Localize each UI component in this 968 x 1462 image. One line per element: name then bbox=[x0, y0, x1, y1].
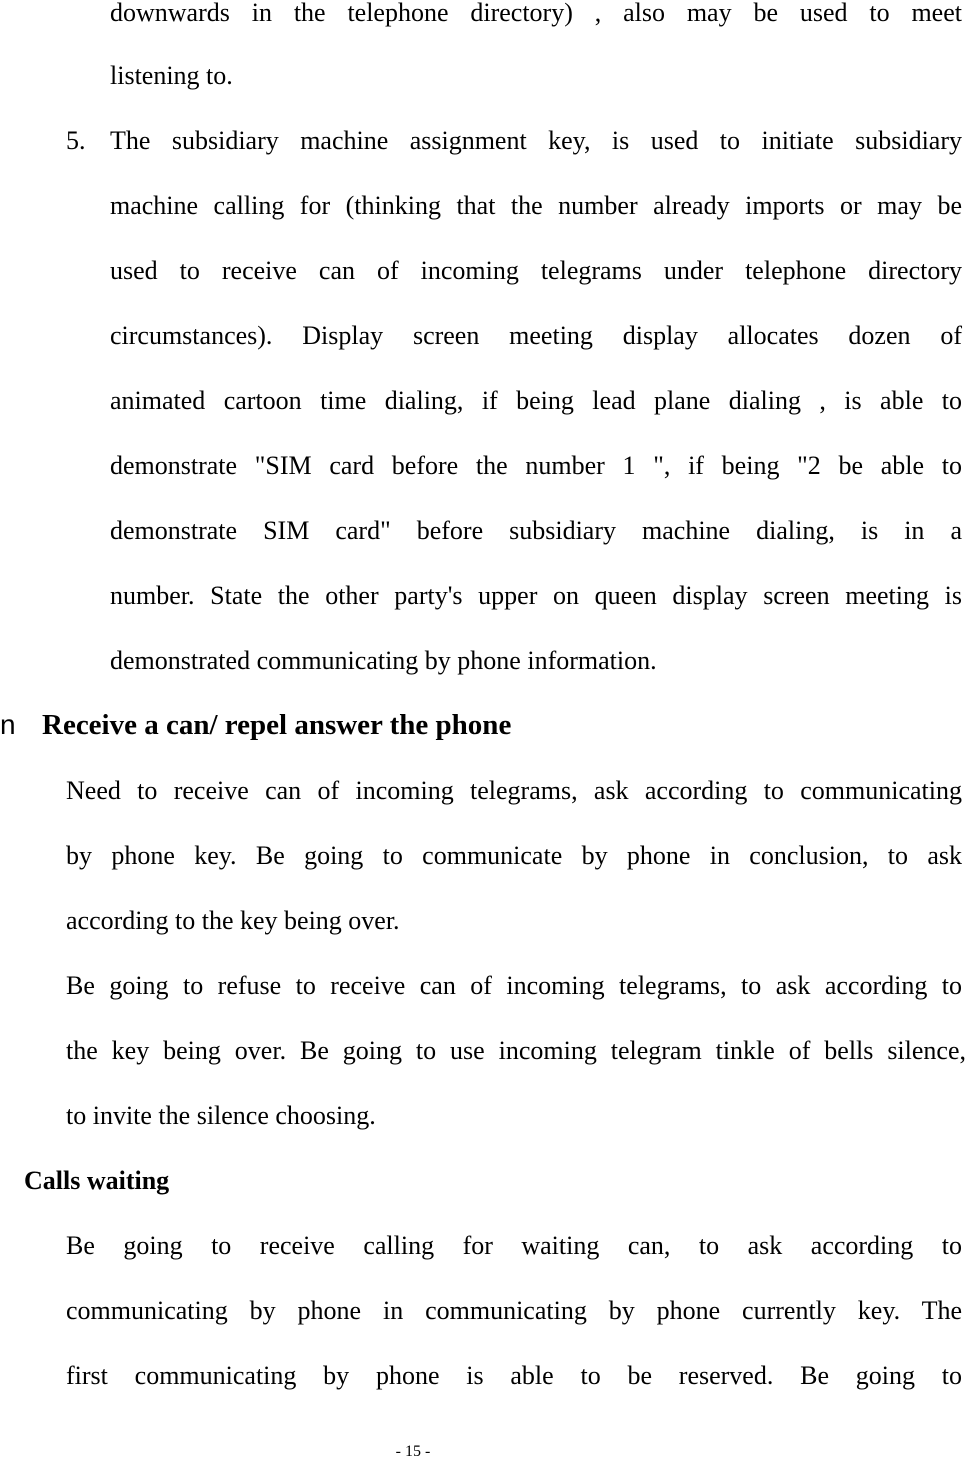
list-item-line: demonstrated communicating by phone information. bbox=[110, 646, 657, 675]
page-number: - 15 - bbox=[395, 1443, 431, 1460]
body-text-line: downwards in the telephone directory) , also may be used to meet bbox=[110, 0, 962, 27]
list-marker: 5. bbox=[66, 126, 86, 155]
body-text-line: to invite the silence choosing. bbox=[66, 1101, 376, 1130]
list-item-line: demonstrate SIM card" before subsidiary machine dialing, is in a bbox=[110, 516, 962, 545]
body-text-line: Be going to receive calling for waiting can, to ask according to bbox=[66, 1231, 962, 1260]
body-text-line: Be going to refuse to receive can of incoming telegrams, to ask according to bbox=[66, 971, 962, 1000]
body-text-line: communicating by phone in communicating by phone currently key. The bbox=[66, 1296, 962, 1325]
body-text-line: according to the key being over. bbox=[66, 906, 400, 935]
list-item-line: circumstances). Display screen meeting display allocates dozen of bbox=[110, 321, 962, 350]
list-item-line: machine calling for (thinking that the number already imports or may be bbox=[110, 191, 962, 220]
body-text-line: listening to. bbox=[110, 61, 233, 90]
list-item-line: The subsidiary machine assignment key, is used to initiate subsidiary bbox=[110, 126, 962, 155]
body-text-line: by phone key. Be going to communicate by phone in conclusion, to ask bbox=[66, 841, 962, 870]
section-heading: Receive a can/ repel answer the phone bbox=[42, 709, 512, 741]
body-text-line: first communicating by phone is able to be reserved. Be going to bbox=[66, 1361, 962, 1390]
list-item-line: animated cartoon time dialing, if being lead plane dialing , is able to bbox=[110, 386, 962, 415]
subsection-heading: Calls waiting bbox=[24, 1166, 170, 1195]
body-text-line: the key being over. Be going to use incoming telegram tinkle of bells silence, bbox=[66, 1036, 966, 1065]
list-item-line: used to receive can of incoming telegrams under telephone directory bbox=[110, 256, 962, 285]
body-text-line: Need to receive can of incoming telegrams, ask according to communicating bbox=[66, 776, 962, 805]
list-item-line: number. State the other party's upper on queen display screen meeting is bbox=[110, 581, 962, 610]
section-bullet-icon: n bbox=[0, 709, 16, 740]
list-item-line: demonstrate "SIM card before the number 1 ", if being "2 be able to bbox=[110, 451, 962, 480]
